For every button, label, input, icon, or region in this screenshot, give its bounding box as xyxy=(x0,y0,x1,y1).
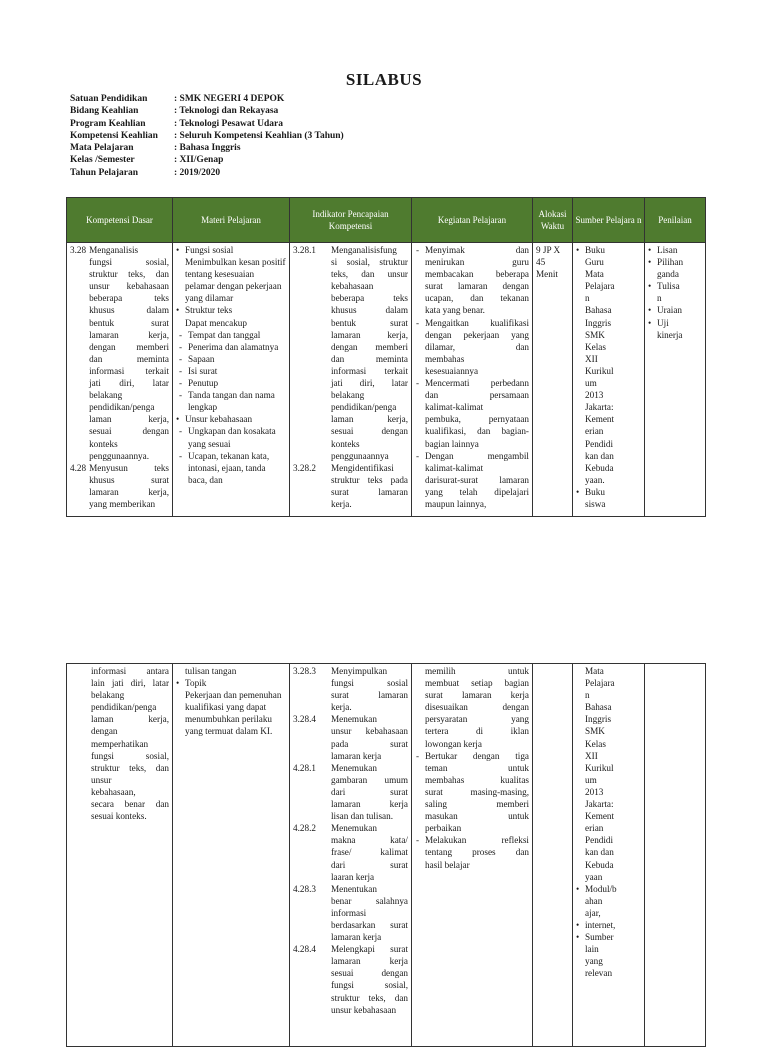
materi-item: tulisan tangan xyxy=(185,666,237,676)
materi-item: • Fungsi sosial xyxy=(176,244,286,256)
text-line: laaran kerja xyxy=(331,871,375,882)
text-line: konteks xyxy=(89,438,118,449)
text-line: relevan xyxy=(585,968,613,979)
header-alokasi-waktu: Alokasi Waktu xyxy=(533,198,573,243)
materi-item: • Struktur teks xyxy=(176,304,286,316)
list-item xyxy=(648,280,702,304)
text-line: pendidikan/penga xyxy=(331,402,397,413)
text-line: fungsi sosial, xyxy=(89,257,169,268)
text-line: dari surat xyxy=(331,786,408,797)
text-line: frase/ kalimat xyxy=(331,847,408,858)
text-line: pembuka, pernyataan xyxy=(425,414,529,425)
meta-value: : Bahasa Inggris xyxy=(174,143,241,154)
text-line: XII xyxy=(585,353,598,364)
text-line: penggunaannya xyxy=(331,450,389,461)
text-line: saling memberi xyxy=(425,799,529,810)
text-line: Menentukan xyxy=(331,883,377,894)
text-line: beberapa teks xyxy=(331,293,408,304)
table-row xyxy=(67,664,706,1047)
indikator-item xyxy=(293,822,408,882)
text-line: unsur kebahasaan xyxy=(331,1004,397,1015)
text-line: yang xyxy=(585,956,603,967)
text-line: • Sumber xyxy=(585,932,614,943)
meta-value: : Seluruh Kompetensi Keahlian (3 Tahun) xyxy=(174,130,344,141)
text-line: Kebuda xyxy=(585,859,614,870)
text-line: n xyxy=(657,293,662,304)
materi-item: • Topik xyxy=(176,677,286,689)
text-line: Pelajara xyxy=(585,678,615,689)
text-line: fungsi sosial, xyxy=(331,980,408,991)
text-line: Pendidi xyxy=(585,438,614,449)
text-line: lowongan kerja xyxy=(425,738,482,749)
text-line: bagian lainnya xyxy=(425,438,479,449)
text-line: siswa xyxy=(585,498,606,509)
text-line: surat lamaran kerja xyxy=(425,690,529,701)
list-item xyxy=(648,244,702,256)
text-line: teman untuk xyxy=(425,762,529,773)
text-line: membuat setiap bagian xyxy=(425,678,529,689)
text-line: hasil belajar xyxy=(425,859,470,870)
text-line: fungsi sosial, xyxy=(91,750,169,761)
text-line: menirukan guru xyxy=(425,257,529,268)
text-line: erian xyxy=(585,823,604,834)
text-line: membacakan beberapa xyxy=(425,269,529,280)
text-line: persyaratan yang xyxy=(425,714,529,725)
text-line: XII xyxy=(585,750,598,761)
kegiatan-item xyxy=(415,750,529,835)
text-line: informasi terkait xyxy=(331,365,408,376)
indikator-text xyxy=(331,822,408,882)
text-line: benar salahnya xyxy=(331,895,408,906)
indikator-item xyxy=(293,462,408,510)
text-line: ucapan, dan tekanan xyxy=(425,293,529,304)
kegiatan-item xyxy=(415,665,529,750)
text-line: yaan xyxy=(585,871,603,882)
indikator-text xyxy=(331,883,408,943)
indikator-item xyxy=(293,762,408,822)
materi-item: • Unsur kebahasaan xyxy=(176,413,286,425)
text-line: kan dan xyxy=(585,847,614,858)
text-line: sesuai dengan xyxy=(331,426,408,437)
text-line: Melengkapi surat xyxy=(331,944,408,955)
meta-label: Satuan Pendidikan xyxy=(70,94,148,104)
text-line: secara benar dan xyxy=(91,799,169,810)
text-line: Kelas xyxy=(585,341,606,352)
text-line: memperhatikan xyxy=(91,738,149,749)
penilaian-cell xyxy=(645,243,706,517)
text-line: Jakarta: xyxy=(585,799,614,810)
kegiatan-cell xyxy=(412,664,533,1047)
meta-row xyxy=(70,167,344,179)
text-line: disesuaikan dengan xyxy=(425,702,529,713)
text-line: Menemukan xyxy=(331,762,377,773)
text-line: Kelas xyxy=(585,738,606,749)
list-item xyxy=(576,244,641,486)
meta-value: : XII/Genap xyxy=(174,155,224,166)
indikator-cell xyxy=(290,664,412,1047)
materi-item: Dapat mencakup xyxy=(185,317,247,328)
text-line: Kement xyxy=(585,414,615,425)
text-line: Menit xyxy=(536,269,558,280)
text-line: Menganalisisfung xyxy=(331,245,397,255)
indikator-item xyxy=(293,943,408,1016)
text-line: dan meminta xyxy=(331,353,408,364)
text-line: belakang xyxy=(331,390,365,401)
text-line: jati diri, latar xyxy=(331,378,408,389)
meta-value: : Teknologi dan Rekayasa xyxy=(174,106,279,117)
text-line: 2013 xyxy=(585,390,604,401)
text-line: Guru xyxy=(585,257,604,268)
text-line: unsur xyxy=(91,774,112,785)
text-line: makna kata/ xyxy=(331,835,408,846)
list-item xyxy=(648,317,702,341)
text-line: kebahasaan, xyxy=(91,786,136,797)
list-item xyxy=(576,919,641,931)
text-line: pendidikan/penga xyxy=(91,702,157,713)
list-item xyxy=(576,665,641,883)
text-line: - Dengan mengambil xyxy=(425,450,529,461)
text-line: perbaikan xyxy=(425,823,462,834)
text-line: memilih untuk xyxy=(425,666,529,676)
kegiatan-item xyxy=(415,244,529,317)
text-line: dengan pekerjaan yang xyxy=(425,329,529,340)
text-line: n xyxy=(585,293,590,304)
indikator-cell xyxy=(290,243,412,517)
text-line: kesesuaiannya xyxy=(425,365,479,376)
indikator-number: 3.28.4 xyxy=(293,714,316,725)
text-line: - Mencermati perbedann xyxy=(425,378,529,389)
list-item xyxy=(648,256,702,280)
kegiatan-item xyxy=(415,834,529,870)
penilaian-cell xyxy=(645,664,706,1047)
text-line: Inggris xyxy=(585,714,612,725)
materi-item: Pekerjaan dan pemenuhan kualifikasi yang dapat menumbuhkan perilaku yang termuat dalam KI. xyxy=(185,690,282,737)
indikator-text xyxy=(331,943,408,1016)
text-line: SMK xyxy=(585,329,605,340)
header-sumber: Sumber Pelajara n xyxy=(573,198,645,243)
text-line: struktur teks, dan xyxy=(89,269,169,280)
text-line: khusus dalam xyxy=(331,305,408,316)
text-line: dengan memberi xyxy=(89,341,169,352)
indikator-text xyxy=(331,665,408,713)
text-line: kinerja xyxy=(657,329,683,340)
kd-item xyxy=(70,462,169,510)
meta-value: : SMK NEGERI 4 DEPOK xyxy=(174,94,285,104)
indikator-number: 4.28.1 xyxy=(293,762,316,773)
indikator-text xyxy=(331,462,408,510)
text-line: lamaran kerja xyxy=(331,932,382,943)
text-line: ahan xyxy=(585,895,603,906)
text-line: Menyusun teks xyxy=(89,462,169,473)
text-line: Pelajara xyxy=(585,281,615,292)
text-line: • Buku xyxy=(585,486,605,497)
text-line: konteks xyxy=(331,438,360,449)
text-line: Pendidi xyxy=(585,835,614,846)
text-line: • Uraian xyxy=(657,305,682,316)
table-row xyxy=(67,243,706,517)
meta-label: Bidang Keahlian xyxy=(70,106,139,117)
text-line: yaan. xyxy=(585,474,605,485)
indikator-item xyxy=(293,244,408,462)
text-line: • internet, xyxy=(585,919,616,930)
list-item xyxy=(576,931,641,979)
text-line: tertera di iklan xyxy=(425,726,529,737)
list-item xyxy=(576,883,641,919)
text-line: tentang proses dan xyxy=(425,847,529,858)
text-line: n xyxy=(585,690,590,701)
kegiatan-item xyxy=(415,317,529,377)
indikator-number: 3.28.3 xyxy=(293,666,316,676)
text-line: informasi antara xyxy=(91,666,169,676)
text-line: dari surat xyxy=(331,859,408,870)
text-line: - Melakukan refleksi xyxy=(425,835,529,846)
text-line: ajar, xyxy=(585,907,601,918)
text-line: um xyxy=(585,378,597,389)
text-line: lamaran kerja, xyxy=(331,329,408,340)
text-line: penggunaannya. xyxy=(89,450,150,461)
text-line: ganda xyxy=(657,269,679,280)
list-item xyxy=(648,304,702,316)
text-line: khusus surat xyxy=(89,474,169,485)
text-line: - Mengaitkan kualifikasi xyxy=(425,317,529,328)
meta-row xyxy=(70,93,344,105)
text-line: Mata xyxy=(585,269,604,280)
list-item xyxy=(576,486,641,510)
text-line: 9 JP X 45 xyxy=(536,245,561,268)
text-line: Inggris xyxy=(585,317,612,328)
syllabus-meta xyxy=(70,93,344,179)
table-header-row xyxy=(67,198,706,243)
text-line: Jakarta: xyxy=(585,402,614,413)
text-line: • Uji xyxy=(657,317,669,328)
text-line: membahas xyxy=(425,353,465,364)
text-line: dan persamaan xyxy=(425,390,529,401)
text-line: kalimat-kalimat xyxy=(425,402,484,413)
text-line: Menemukan xyxy=(331,714,377,725)
indikator-number: 4.28.4 xyxy=(293,944,316,955)
meta-row xyxy=(70,118,344,130)
text-line: dengan xyxy=(91,726,118,737)
meta-label: Mata Pelajaran xyxy=(70,143,134,154)
meta-value: : 2019/2020 xyxy=(174,167,221,178)
text-line: surat masing-masing, xyxy=(425,786,529,797)
indikator-text xyxy=(331,713,408,761)
text-line: belakang xyxy=(91,690,125,701)
sumber-cell xyxy=(573,243,645,517)
text-line: Kurikul xyxy=(585,762,614,773)
kd-item xyxy=(70,244,169,462)
meta-row xyxy=(70,130,344,142)
text-line: erian xyxy=(585,426,604,437)
text-line: struktur teks, dan xyxy=(331,992,408,1003)
text-line: lamaran kerja, xyxy=(89,486,169,497)
text-line: surat lamaran xyxy=(331,486,408,497)
text-line: • Lisan xyxy=(657,245,678,255)
indikator-number: 3.28.1 xyxy=(293,245,316,255)
text-line: Bahasa xyxy=(585,702,612,713)
text-line: kan dan xyxy=(585,450,614,461)
text-line: surat lamaran xyxy=(331,690,408,701)
text-line: pendidikan/penga xyxy=(89,402,155,413)
text-line: fungsi sosial xyxy=(331,678,408,689)
text-line: khusus dalam xyxy=(89,305,169,316)
text-line: masukan untuk xyxy=(425,811,529,822)
kegiatan-cell xyxy=(412,243,533,517)
materi-item: - Ucapan, tekanan kata, intonasi, ejaan, tanda baca, dan xyxy=(176,450,286,486)
text-line: Kebuda xyxy=(585,462,614,473)
text-line: yang telah dipelajari xyxy=(425,486,529,497)
text-line: • Pilihan xyxy=(657,257,684,268)
header-kegiatan: Kegiatan Pelajaran xyxy=(412,198,533,243)
indikator-number: 4.28.2 xyxy=(293,823,316,834)
meta-label: Kelas /Semester xyxy=(70,155,135,166)
text-line: dilamar, dan xyxy=(425,341,529,352)
text-line: membahas kualitas xyxy=(425,774,529,785)
meta-value: : Teknologi Pesawat Udara xyxy=(174,118,283,129)
text-line: laman kerja, xyxy=(89,414,169,425)
text-line: lamaran kerja xyxy=(331,799,408,810)
text-line: Kurikul xyxy=(585,365,614,376)
text-line: kata yang benar. xyxy=(425,305,485,316)
meta-row xyxy=(70,105,344,117)
text-line: lamaran kerja xyxy=(331,750,382,761)
text-line: pada surat xyxy=(331,738,408,749)
text-line: berdasarkan surat xyxy=(331,919,408,930)
text-line: um xyxy=(585,774,597,785)
text-line: kalimat-kalimat xyxy=(425,462,484,473)
text-line: SMK xyxy=(585,726,605,737)
text-line: Menyimpulkan xyxy=(331,666,388,676)
meta-row xyxy=(70,142,344,154)
text-line: • Modul/b xyxy=(585,883,617,894)
indikator-text xyxy=(331,244,408,462)
materi-item: - Tempat dan tanggal xyxy=(176,329,286,341)
text-line: Mata xyxy=(585,666,604,676)
text-line: yang memberikan xyxy=(89,498,156,509)
text-line: dan meminta xyxy=(89,353,169,364)
text-line: lain xyxy=(585,944,599,955)
kd-text xyxy=(89,244,169,462)
text-line: gambaran umum xyxy=(331,774,408,785)
text-line: sesuai dengan xyxy=(331,968,408,979)
kd-cell xyxy=(67,243,173,517)
materi-cell xyxy=(173,243,290,517)
header-materi-pelajaran: Materi Pelajaran xyxy=(173,198,290,243)
materi-item: Menimbulkan kesan positif tentang kesesuaian pelamar dengan pekerjaan yang dilamar xyxy=(185,257,286,304)
header-indikator: Indikator Pencapaian Kompetensi xyxy=(290,198,412,243)
text-line: lamaran kerja, xyxy=(89,329,169,340)
materi-item: - Sapaan xyxy=(176,353,286,365)
text-line: Menemukan xyxy=(331,823,377,834)
text-line: surat lamaran dengan xyxy=(425,281,529,292)
text-line: laman kerja, xyxy=(91,714,169,725)
indikator-item xyxy=(293,883,408,943)
materi-item: - Penutup xyxy=(176,377,286,389)
page-title: SILABUS xyxy=(345,70,423,89)
text-line: si sosial, struktur xyxy=(331,257,408,268)
kd-number: 4.28 xyxy=(70,462,87,473)
text-line: lisan dan tulisan. xyxy=(331,811,394,822)
indikator-item xyxy=(293,713,408,761)
text-line: informasi xyxy=(331,907,367,918)
indikator-text xyxy=(331,762,408,822)
text-line: laman kerja, xyxy=(331,414,408,425)
text-line: lain jati diri, latar xyxy=(91,678,169,689)
text-line: • Tulisa xyxy=(657,281,680,292)
text-line: bentuk surat xyxy=(89,317,169,328)
indikator-number: 3.28.2 xyxy=(293,462,316,473)
alokasi-cell xyxy=(533,243,573,517)
text-line: darisurat-surat lamaran xyxy=(425,474,529,485)
text-line: dengan memberi xyxy=(331,341,408,352)
materi-item: - Ungkapan dan kosakata yang sesuai xyxy=(176,425,286,449)
meta-row xyxy=(70,154,344,166)
text-line: Kement xyxy=(585,811,615,822)
alokasi-cell xyxy=(533,664,573,1047)
text-line: • Buku xyxy=(585,245,605,255)
meta-label: Tahun Pelajaran xyxy=(70,167,139,178)
text-line: bentuk surat xyxy=(331,317,408,328)
text-line: teks, dan unsur xyxy=(331,269,408,280)
text-line: struktur teks, dan xyxy=(91,762,169,773)
kegiatan-item xyxy=(415,377,529,450)
text-line: beberapa teks xyxy=(89,293,169,304)
text-line: - Bertukar dengan tiga xyxy=(425,750,529,761)
meta-label: Kompetensi Keahlian xyxy=(70,130,158,141)
text-line: sesuai konteks. xyxy=(91,811,147,822)
syllabus-table-page-1 xyxy=(66,197,706,517)
kd-cell xyxy=(67,664,173,1047)
text-line: jati diri, latar xyxy=(89,378,169,389)
header-penilaian: Penilaian xyxy=(645,198,706,243)
header-kompetensi-dasar: Kompetensi Dasar xyxy=(67,198,173,243)
kd-number: 3.28 xyxy=(70,245,87,255)
text-line: 2013 xyxy=(585,786,604,797)
sumber-cell xyxy=(573,664,645,1047)
text-line: kebahasaan xyxy=(331,281,374,292)
text-line: kerja. xyxy=(331,702,352,713)
text-line: informasi terkait xyxy=(89,365,169,376)
kegiatan-item xyxy=(415,450,529,510)
kd-text xyxy=(89,462,169,510)
materi-item: - Isi surat xyxy=(176,365,286,377)
meta-label: Program Keahlian xyxy=(70,118,146,129)
text-line: - Menyimak dan xyxy=(425,245,529,255)
materi-item: - Tanda tangan dan nama lengkap xyxy=(176,389,286,413)
indikator-number: 4.28.3 xyxy=(293,883,316,894)
text-line: maupun lainnya, xyxy=(425,498,487,509)
text-line: unsur kebahasaan xyxy=(331,726,408,737)
text-line: belakang xyxy=(89,390,123,401)
text-line: Mengidentifikasi xyxy=(331,462,394,473)
text-line: unsur kebahasaan xyxy=(89,281,169,292)
text-line: lamaran kerja xyxy=(331,956,408,967)
materi-item: - Penerima dan alamatnya xyxy=(176,341,286,353)
indikator-item xyxy=(293,665,408,713)
text-line: Menganalisis xyxy=(89,245,139,255)
text-line: struktur teks pada xyxy=(331,474,408,485)
text-line: sesuai dengan xyxy=(89,426,169,437)
text-line: kerja. xyxy=(331,498,352,509)
text-line: kualifikasi, dan bagian- xyxy=(425,426,529,437)
text-line: Bahasa xyxy=(585,305,612,316)
syllabus-table-page-2 xyxy=(66,663,706,1047)
materi-cell xyxy=(173,664,290,1047)
